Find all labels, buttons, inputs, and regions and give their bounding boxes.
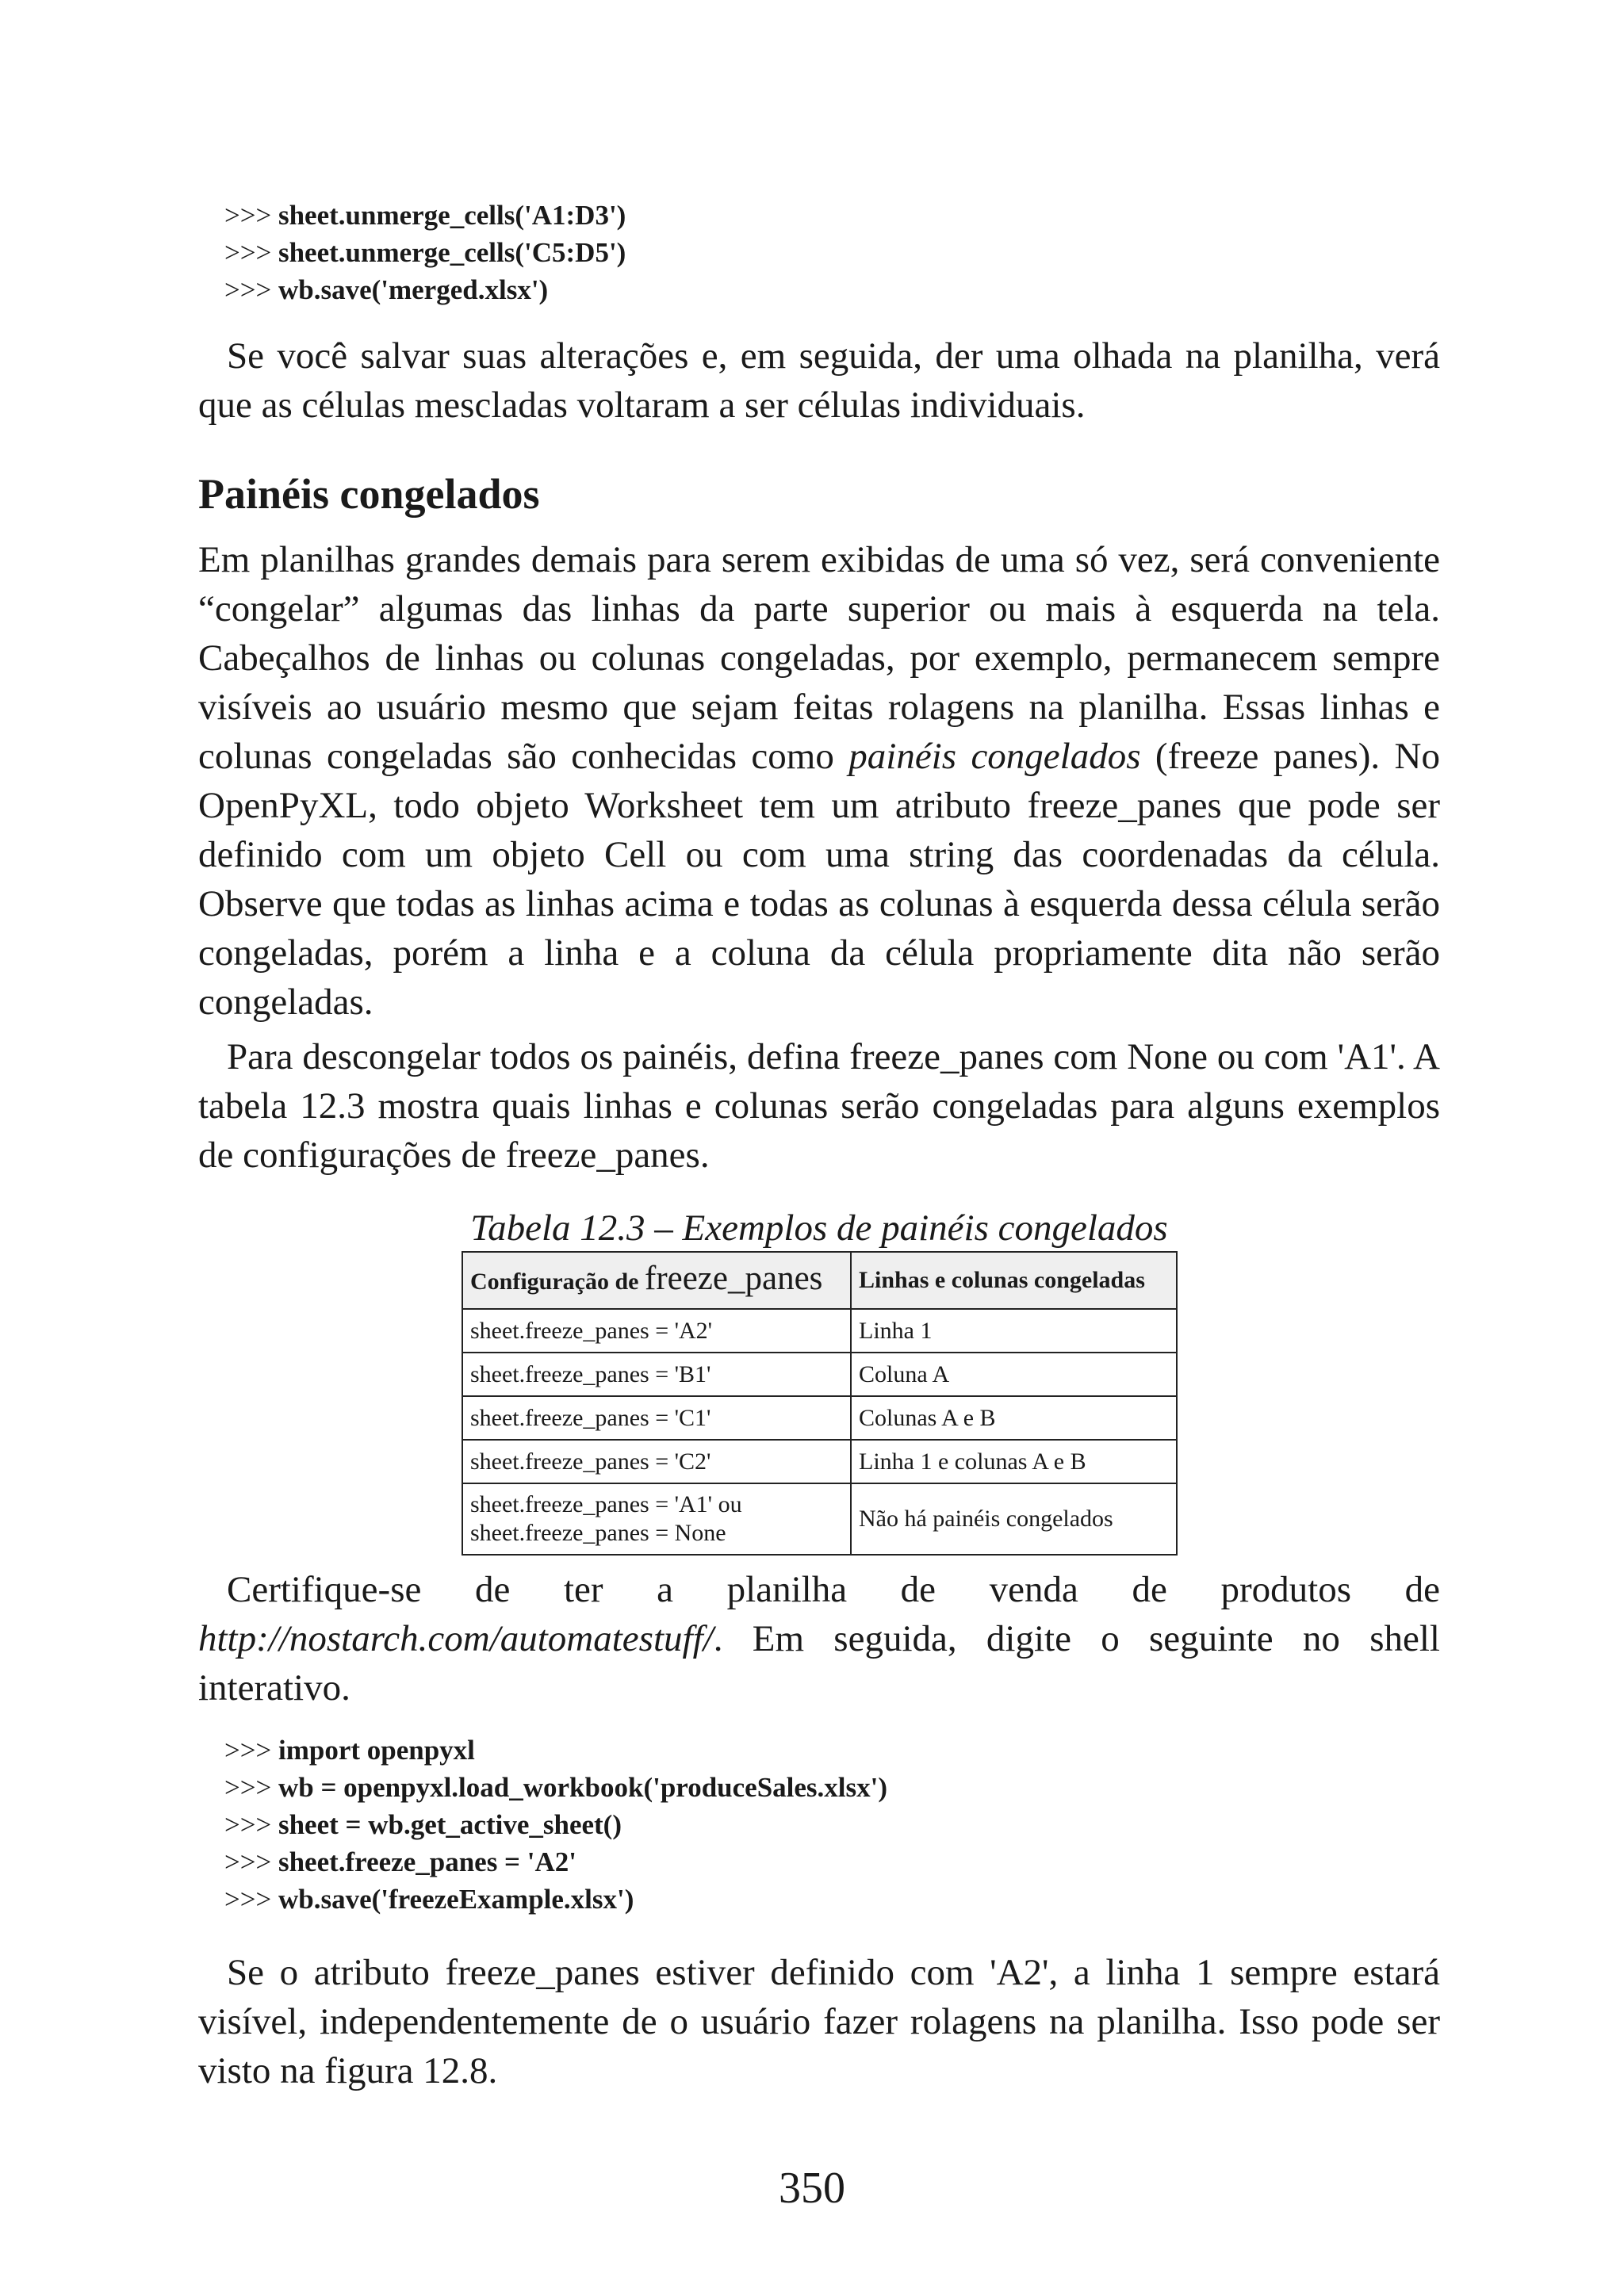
code-command: sheet.unmerge_cells('C5:D5') (278, 237, 626, 268)
header-text: Configuração de (470, 1269, 645, 1295)
table-cell-result: Coluna A (851, 1353, 1177, 1396)
code-line (224, 1806, 887, 1843)
code-prompt: >>> (224, 274, 278, 305)
table-caption: Tabela 12.3 – Exemplos de painéis congelados (470, 1207, 1168, 1249)
paragraph-unfreeze: Para descongelar todos os painéis, defina freeze_panes com None ou com 'A1'. A tabela 12.3 mostra quais linhas e colunas serão congeladas para alguns exemplos de configurações de freeze_panes. (198, 1036, 1440, 1176)
table-cell-config (462, 1483, 851, 1555)
header-code-text: freeze_panes (645, 1260, 823, 1297)
code-line (224, 234, 626, 271)
cell-line: sheet.freeze_panes = None (470, 1520, 726, 1546)
code-prompt: >>> (224, 1809, 278, 1840)
table-row (462, 1396, 1177, 1440)
code-command: sheet.freeze_panes = 'A2' (278, 1846, 576, 1877)
table-header-row (462, 1252, 1177, 1309)
table-row (462, 1309, 1177, 1353)
code-command: wb.save('freezeExample.xlsx') (278, 1884, 634, 1915)
code-command: import openpyxl (278, 1735, 475, 1766)
code-prompt: >>> (224, 1735, 278, 1766)
freeze-panes-table (462, 1251, 1178, 1556)
emphasis-term: painéis congelados (848, 736, 1141, 777)
code-command: wb = openpyxl.load_workbook('produceSales.xlsx') (278, 1772, 888, 1803)
table-header-config (462, 1252, 851, 1309)
table-row (462, 1483, 1177, 1555)
page-number: 350 (779, 2164, 845, 2213)
table-cell-result: Linha 1 (851, 1309, 1177, 1353)
table-cell-result: Linha 1 e colunas A e B (851, 1440, 1177, 1483)
code-prompt: >>> (224, 1772, 278, 1803)
code-line (224, 1881, 887, 1918)
paragraph-text: . Em seguida, digite o seguinte no shell interativo. (198, 1618, 1440, 1709)
code-prompt: >>> (224, 1884, 278, 1915)
code-line (224, 1843, 887, 1881)
paragraph-merged-cells: Se você salvar suas alterações e, em seguida, der uma olhada na planilha, verá que as células mescladas voltaram a ser células individuais. (198, 335, 1440, 426)
code-line (224, 1732, 887, 1769)
table-cell-result: Não há painéis congelados (851, 1483, 1177, 1555)
code-command: sheet = wb.get_active_sheet() (278, 1809, 622, 1840)
table-cell-config: sheet.freeze_panes = 'C1' (462, 1396, 851, 1440)
code-line (224, 1769, 887, 1806)
url-link[interactable]: http://nostarch.com/automatestuff/ (198, 1618, 714, 1659)
table-row (462, 1440, 1177, 1483)
table-cell-config: sheet.freeze_panes = 'C2' (462, 1440, 851, 1483)
code-prompt: >>> (224, 237, 278, 268)
cell-line: sheet.freeze_panes = 'A1' ou (470, 1491, 742, 1517)
paragraph-download (198, 1565, 1440, 1712)
paragraph-freeze-intro (198, 535, 1440, 1027)
table-cell-result: Colunas A e B (851, 1396, 1177, 1440)
code-block-freeze (224, 1732, 887, 1918)
table-header-result: Linhas e colunas congeladas (851, 1252, 1177, 1309)
code-block-unmerge (224, 197, 626, 308)
code-prompt: >>> (224, 1846, 278, 1877)
code-command: wb.save('merged.xlsx') (278, 274, 549, 305)
paragraph-text: Certifique-se de ter a planilha de venda de produtos de (227, 1569, 1440, 1610)
code-command: sheet.unmerge_cells('A1:D3') (278, 200, 626, 231)
section-heading: Painéis congelados (198, 470, 540, 518)
table-cell-config: sheet.freeze_panes = 'A2' (462, 1309, 851, 1353)
paragraph-text: Em planilhas grandes demais para serem exibidas de uma só vez, será conveniente “congelar” algumas das linhas da parte superior ou mais à esquerda na tela. Cabeçalhos de linhas ou colunas congeladas, por exemplo, permanecem sempre visíveis ao usuário mesmo que sejam feitas rolagens na planilha. Essas linhas e colunas congeladas são conhecidas como (198, 539, 1440, 777)
code-prompt: >>> (224, 200, 278, 231)
paragraph-text: (freeze panes). No OpenPyXL, todo objeto Worksheet tem um atributo freeze_panes que pode ser definido com um objeto Cell ou com uma string das coordenadas da célula. Observe que todas as linhas acima e todas as colunas à esquerda dessa célula serão congeladas, porém a linha e a coluna da célula propriamente dita não serão congeladas. (198, 736, 1440, 1023)
code-line (224, 197, 626, 234)
paragraph-figure-ref: Se o atributo freeze_panes estiver definido com 'A2', a linha 1 sempre estará visível, independentemente de o usuário fazer rolagens na planilha. Isso pode ser visto na figura 12.8. (198, 1952, 1440, 2091)
table-cell-config: sheet.freeze_panes = 'B1' (462, 1353, 851, 1396)
table-row (462, 1353, 1177, 1396)
code-line (224, 271, 626, 308)
